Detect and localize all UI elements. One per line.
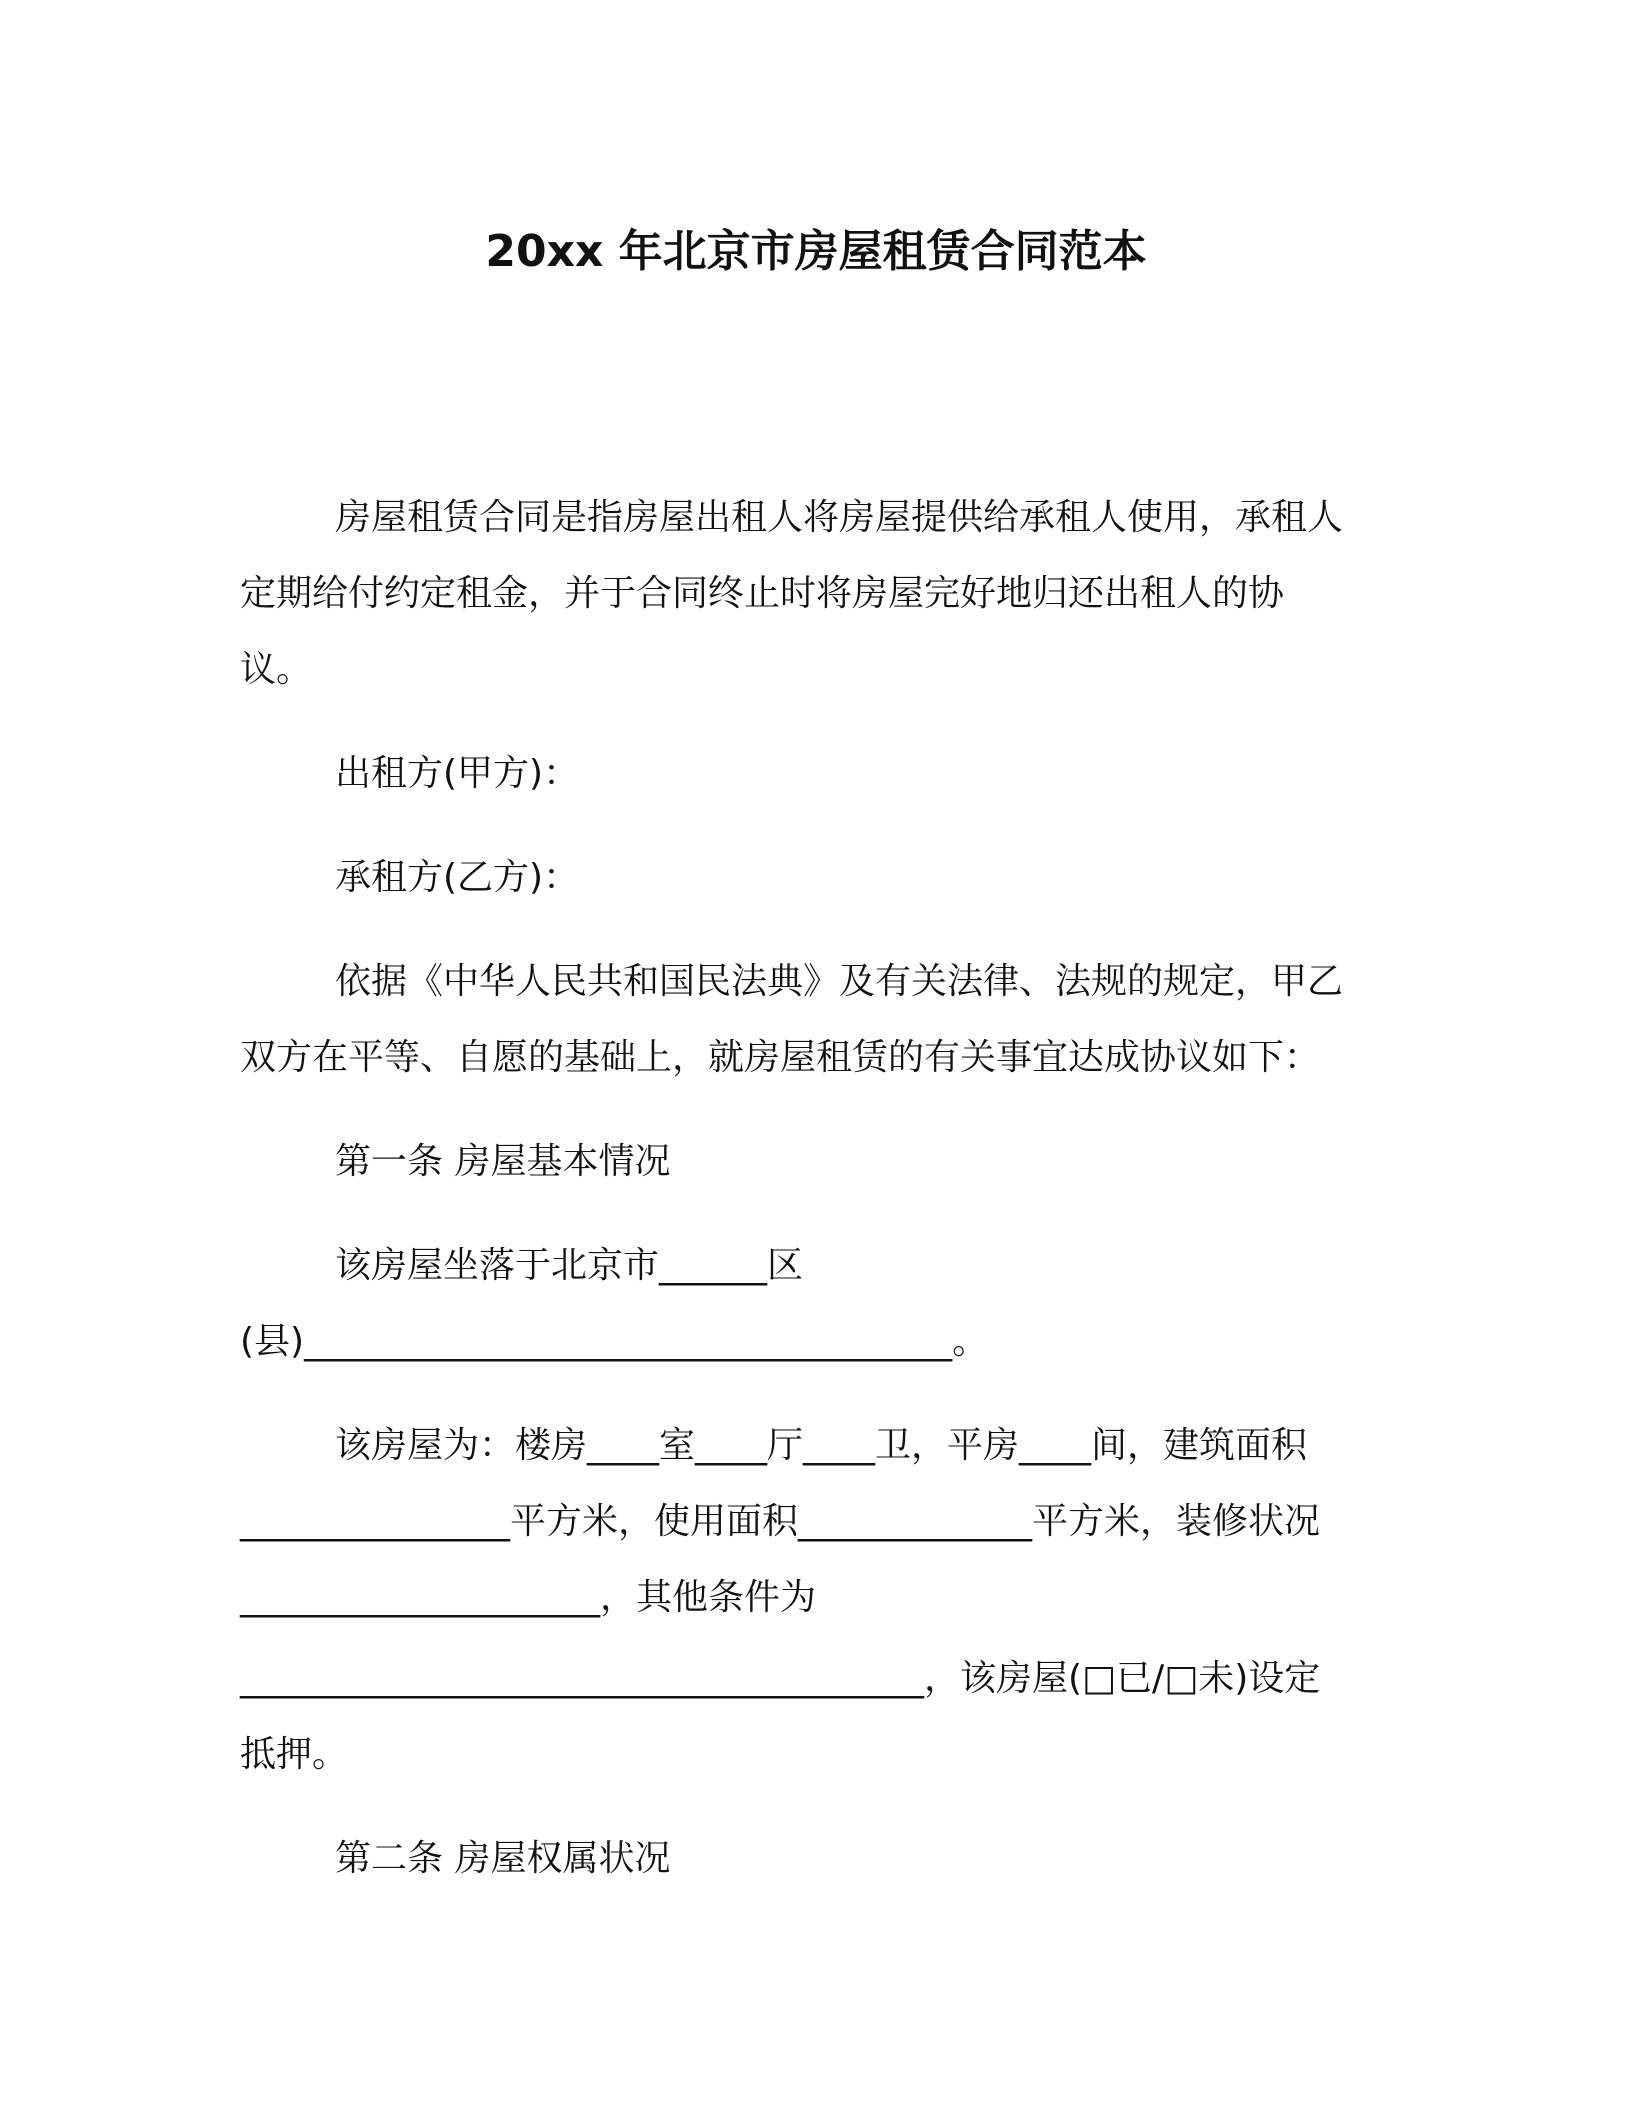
location-line-1: 该房屋坐落于北京市______区 (335, 1245, 804, 1286)
article-1-heading: 第一条 房屋基本情况 (335, 1141, 671, 1182)
party-a-label: 出租方(甲方)： (335, 753, 580, 794)
description-line-3: ____________________，其他条件为 (240, 1577, 817, 1618)
location-line-2: (县)____________________________________。 (240, 1321, 989, 1362)
intro-line-2: 定期给付约定租金，并于合同终止时将房屋完好地归还出租人的协 (240, 573, 1285, 614)
description-line-2: _______________平方米，使用面积_____________平方米，装修状况 (240, 1501, 1321, 1542)
intro-line-1: 房屋租赁合同是指房屋出租人将房屋提供给承租人使用，承租人 (335, 497, 1344, 538)
description-line-1: 该房屋为：楼房____室____厅____卫，平房____间，建筑面积 (335, 1425, 1308, 1466)
description-line-4: ______________________________________，该房屋(□已/□未)设定 (240, 1658, 1321, 1699)
article-2-heading: 第二条 房屋权属状况 (335, 1838, 671, 1879)
description-line-5: 抵押。 (240, 1734, 349, 1775)
basis-line-2: 双方在平等、自愿的基础上，就房屋租赁的有关事宜达成协议如下： (240, 1037, 1321, 1078)
basis-line-1: 依据《中华人民共和国民法典》及有关法律、法规的规定，甲乙 (335, 961, 1344, 1002)
document-title: 20xx 年北京市房屋租赁合同范本 (485, 226, 1147, 277)
intro-line-3: 议。 (240, 649, 313, 690)
party-b-label: 承租方(乙方)： (335, 857, 580, 898)
